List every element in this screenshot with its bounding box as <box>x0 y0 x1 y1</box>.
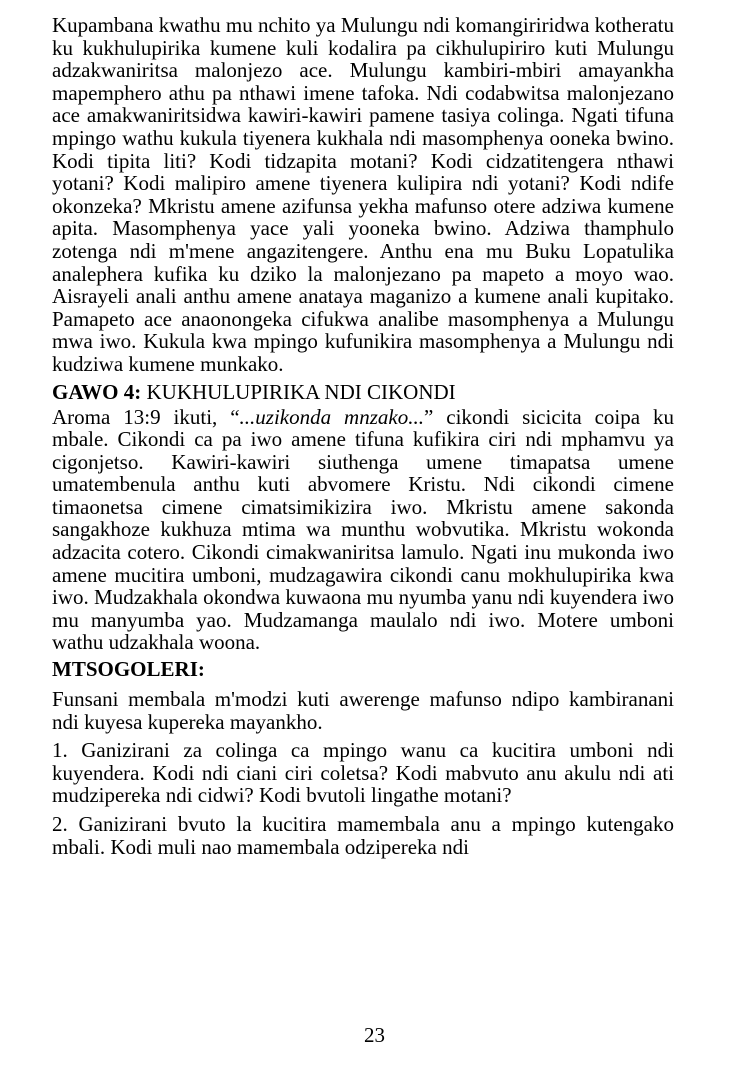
paragraph-2-lead: Aroma 13:9 ikuti, “ <box>52 404 240 429</box>
section-title: KUKHULUPIRIKA NDI CIKONDI <box>146 379 456 404</box>
body-paragraph-1: Kupambana kwathu mu nchito ya Mulungu ndi komangiriridwa kotheratu ku kukhulupirika kumene kuli kodalira pa cikhulupiriro kuti Mulungu adzakwaniritsa malonjezo ace. Mulungu kambiri-mbiri amayankha mapemphero athu pa nthawi imene tafoka. Ndi codabwitsa malonjezano ace amakwaniritsidwa kawiri-kawiri pamene tasiya colinga. Ngati tifuna mpingo wathu kukula tiyenera kukhala ndi masomphenya ooneka bwino. Kodi tipita liti? Kodi tidzapita motani? Kodi cidzatitengera nthawi yotani? Kodi malipiro amene tiyenera kulipira ndi yotani? Kodi ndife okonzeka? Mkristu amene azifunsa yekha mafunso otere adziwa kumene apita. Masomphenya yace yali yooneka bwino. Adziwa thamphulo zotenga ndi m'mene angazitengere. Anthu ena mu Buku Lopatulika analephera kufika ku dziko la malonjezano pa mapeto a moyo wao. Aisrayeli anali anthu amene anataya maganizo a kumene anali kupitako. Pamapeto ace anaonongeka cifukwa analibe masomphenya a Mulungu mwa iwo. Kukula kwa mpingo kufunikira masomphenya a Mulungu ndi kudziwa kumene munkako. <box>52 13 674 376</box>
leader-intro: Funsani membala m'modzi kuti awerenge mafunso ndipo kambiranani ndi kuyesa kupereka mayankho. <box>52 687 674 734</box>
leader-heading: MTSOGOLERI: <box>52 657 205 682</box>
paragraph-2-rest: ” cikondi sicicita coipa ku mbale. Cikondi ca pa iwo amene tifuna kufikira ciri ndi mphamvu ya cigonjetso. Kawiri-kawiri siuthenga umene timapatsa umene umatembenula anthu kuti abvomere Kristu. Ndi cikondi cimene timaonetsa cimene cimatsimikizira iwo. Mkristu amene sakonda sangakhoze kukhuza mtima wa munthu wobvutika. Mkristu wokonda adzacita cotero. Cikondi cimakwaniritsa lamulo. Ngati inu mukonda iwo amene mucitira umboni, mudzagawira cikondi canu mokhulupirika kwa iwo. Mudzakhala okondwa kuwaona mu nyumba yanu ndi kuyendera iwo mu manyumba yao. Mudzamanga maulalo ndi iwo. Motere umboni wathu udzakhala woona. <box>52 404 674 655</box>
section-number: GAWO 4: <box>52 379 142 404</box>
page-number: 23 <box>364 1023 385 1047</box>
paragraph-2-quote: ...uzikonda mnzako... <box>239 404 424 429</box>
question-item-2: 2. Ganizirani bvuto la kucitira mamembala anu a mpingo kutengako mbali. Kodi muli nao mamembala odzipereka ndi <box>52 812 674 859</box>
section-heading <box>52 379 674 405</box>
question-item-1: 1. Ganizirani za colinga ca mpingo wanu ca kucitira umboni ndi kuyendera. Kodi ndi ciani ciri coletsa? Kodi mabvuto anu akulu ndi ati mudzipereka ndi cidwi? Kodi bvutoli lingathe motani? <box>52 738 674 808</box>
page-body <box>52 14 674 858</box>
body-paragraph-2 <box>52 406 674 655</box>
